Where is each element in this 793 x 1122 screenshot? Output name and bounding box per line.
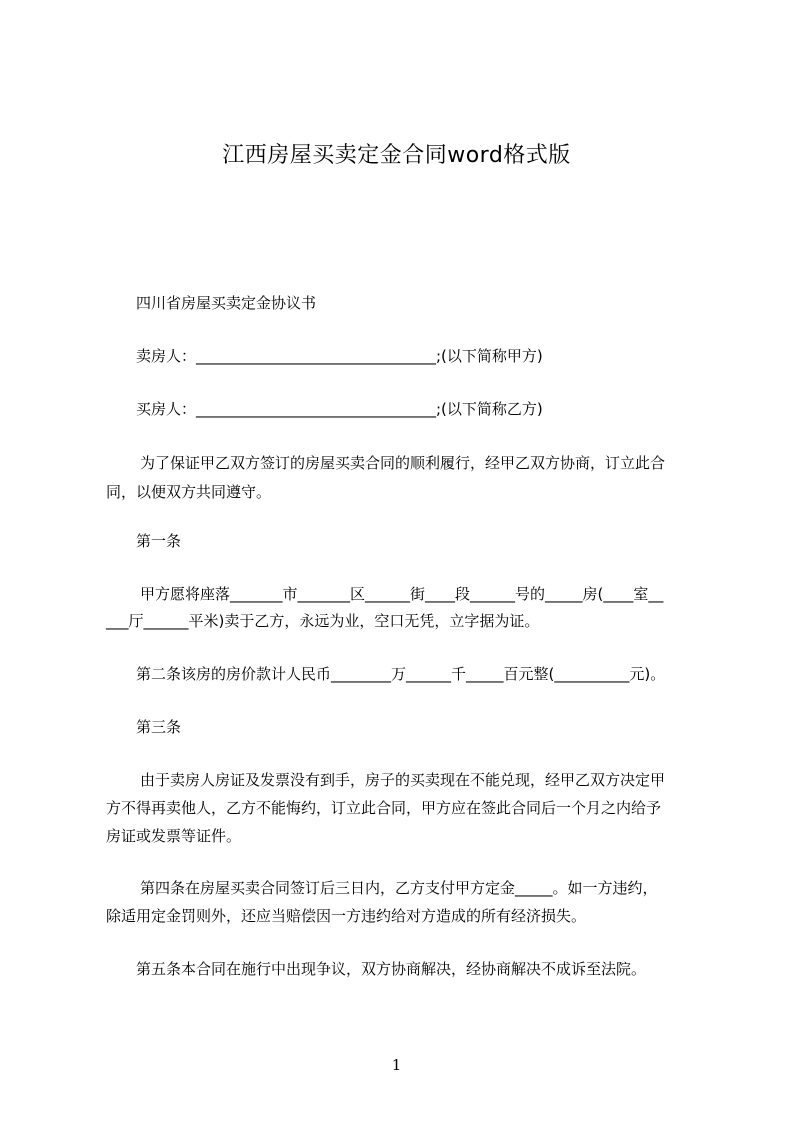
- article-3-line-3: 房证或发票等证件。: [106, 827, 242, 845]
- article-1-line-1: 甲方愿将座落_______市_______区______街____段______号的_____房(____室__: [140, 585, 664, 603]
- article-3-line-2: 方不得再卖他人，乙方不能悔约，订立此合同，甲方应在签此合同后一个月之内给予: [106, 799, 662, 817]
- preamble-line-2: 同，以便双方共同遵守。: [106, 483, 272, 501]
- buyer-line: 买房人：________________________________;(以下简称乙方): [136, 400, 543, 418]
- article-1-line-2: ___厅______平米)卖于乙方，永远为业，空口无凭，立字据为证。: [106, 612, 540, 630]
- preamble-line-1: 为了保证甲乙双方签订的房屋买卖合同的顺利履行，经甲乙双方协商，订立此合: [140, 454, 666, 472]
- article-5: 第五条本合同在施行中出现争议，双方协商解决，经协商解决不成诉至法院。: [136, 960, 647, 978]
- article-3-line-1: 由于卖房人房证及发票没有到手，房子的买卖现在不能兑现，经甲乙双方决定甲: [140, 771, 666, 789]
- article-4-line-1: 第四条在房屋买卖合同签订后三日内，乙方支付甲方定金_____。如一方违约，: [140, 879, 658, 897]
- article-2: 第二条该房的房价款计人民币________万______千_____百元整(__________元)。: [136, 665, 666, 683]
- article-3-heading: 第三条: [136, 718, 182, 736]
- article-4-line-2: 除适用定金罚则外，还应当赔偿因一方违约给对方造成的所有经济损失。: [106, 907, 587, 925]
- agreement-heading: 四川省房屋买卖定金协议书: [136, 294, 317, 312]
- article-1-heading: 第一条: [136, 532, 182, 550]
- page-number: 1: [391, 1056, 402, 1074]
- seller-line: 卖房人：________________________________;(以下简称甲方): [136, 347, 543, 365]
- document-title: 江西房屋买卖定金合同word格式版: [222, 143, 571, 168]
